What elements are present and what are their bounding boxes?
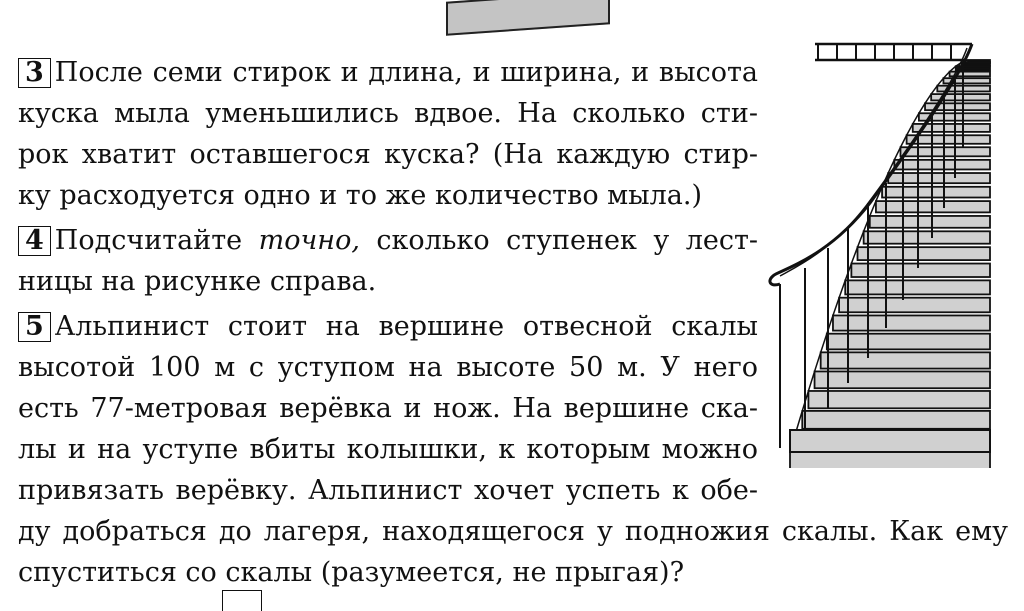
problem-5-line-1: 5 Альпинист стоит на вершине отвесной скалы xyxy=(18,310,758,344)
stair-step xyxy=(808,391,990,408)
problem-3-line-4: ку расходуется одно и то же количество мыла.) xyxy=(18,180,703,211)
problem-5-line-2: высотой 100 м с уступом на высоте 50 м. У него xyxy=(18,352,758,383)
stair-step xyxy=(790,452,990,468)
problem-5-line-3: есть 77-метровая верёвка и нож. На вершине ска- xyxy=(18,393,758,424)
stair-step xyxy=(821,352,990,368)
stair-step xyxy=(864,231,990,243)
problem-number-3: 3 xyxy=(18,58,51,88)
bottom-step xyxy=(790,430,990,452)
problem-3-line-2: куска мыла уменьшились вдвое. На сколько сти- xyxy=(18,98,758,129)
emphasis-text: точно, xyxy=(258,225,360,256)
stair-step xyxy=(882,187,990,198)
problem-3-line-1: 3 После семи стирок и длина, и ширина, и высота xyxy=(18,56,758,90)
figure-fragment-top xyxy=(446,0,610,36)
problem-5-line-4: лы и на уступе вбиты колышки, к которым можно xyxy=(18,434,758,465)
stair-step xyxy=(894,160,990,170)
problem-4-line-1: 4 Подсчитайте точно, сколько ступенек у лест- xyxy=(18,224,758,258)
staircase-figure xyxy=(760,38,1010,468)
stair-step xyxy=(900,147,990,156)
problem-number-4: 4 xyxy=(18,226,51,256)
problem-5-line-5: привязать верёвку. Альпинист хочет успеть к обе- xyxy=(18,475,758,506)
stair-step xyxy=(870,216,990,228)
stair-step xyxy=(839,298,990,313)
stair-step xyxy=(833,315,990,330)
stair-step xyxy=(845,280,990,294)
stair-step xyxy=(851,264,990,277)
problem-3-line-3: рок хватит оставшегося куска? (На каждую стир- xyxy=(18,139,758,170)
problem-5-line-7: спуститься со скалы (разумеется, не прыгая)? xyxy=(18,557,685,588)
stair-step xyxy=(858,247,990,260)
stair-step xyxy=(827,334,990,350)
next-problem-number-box xyxy=(222,590,262,611)
stair-step xyxy=(802,411,990,429)
stair-step xyxy=(962,62,990,66)
problem-4-line-2: ницы на рисунке справа. xyxy=(18,266,377,297)
problem-number-5: 5 xyxy=(18,312,51,342)
stair-step xyxy=(815,371,990,388)
problem-5-line-6: ду добраться до лагеря, находящегося у подножия скалы. Как ему xyxy=(18,516,1008,547)
